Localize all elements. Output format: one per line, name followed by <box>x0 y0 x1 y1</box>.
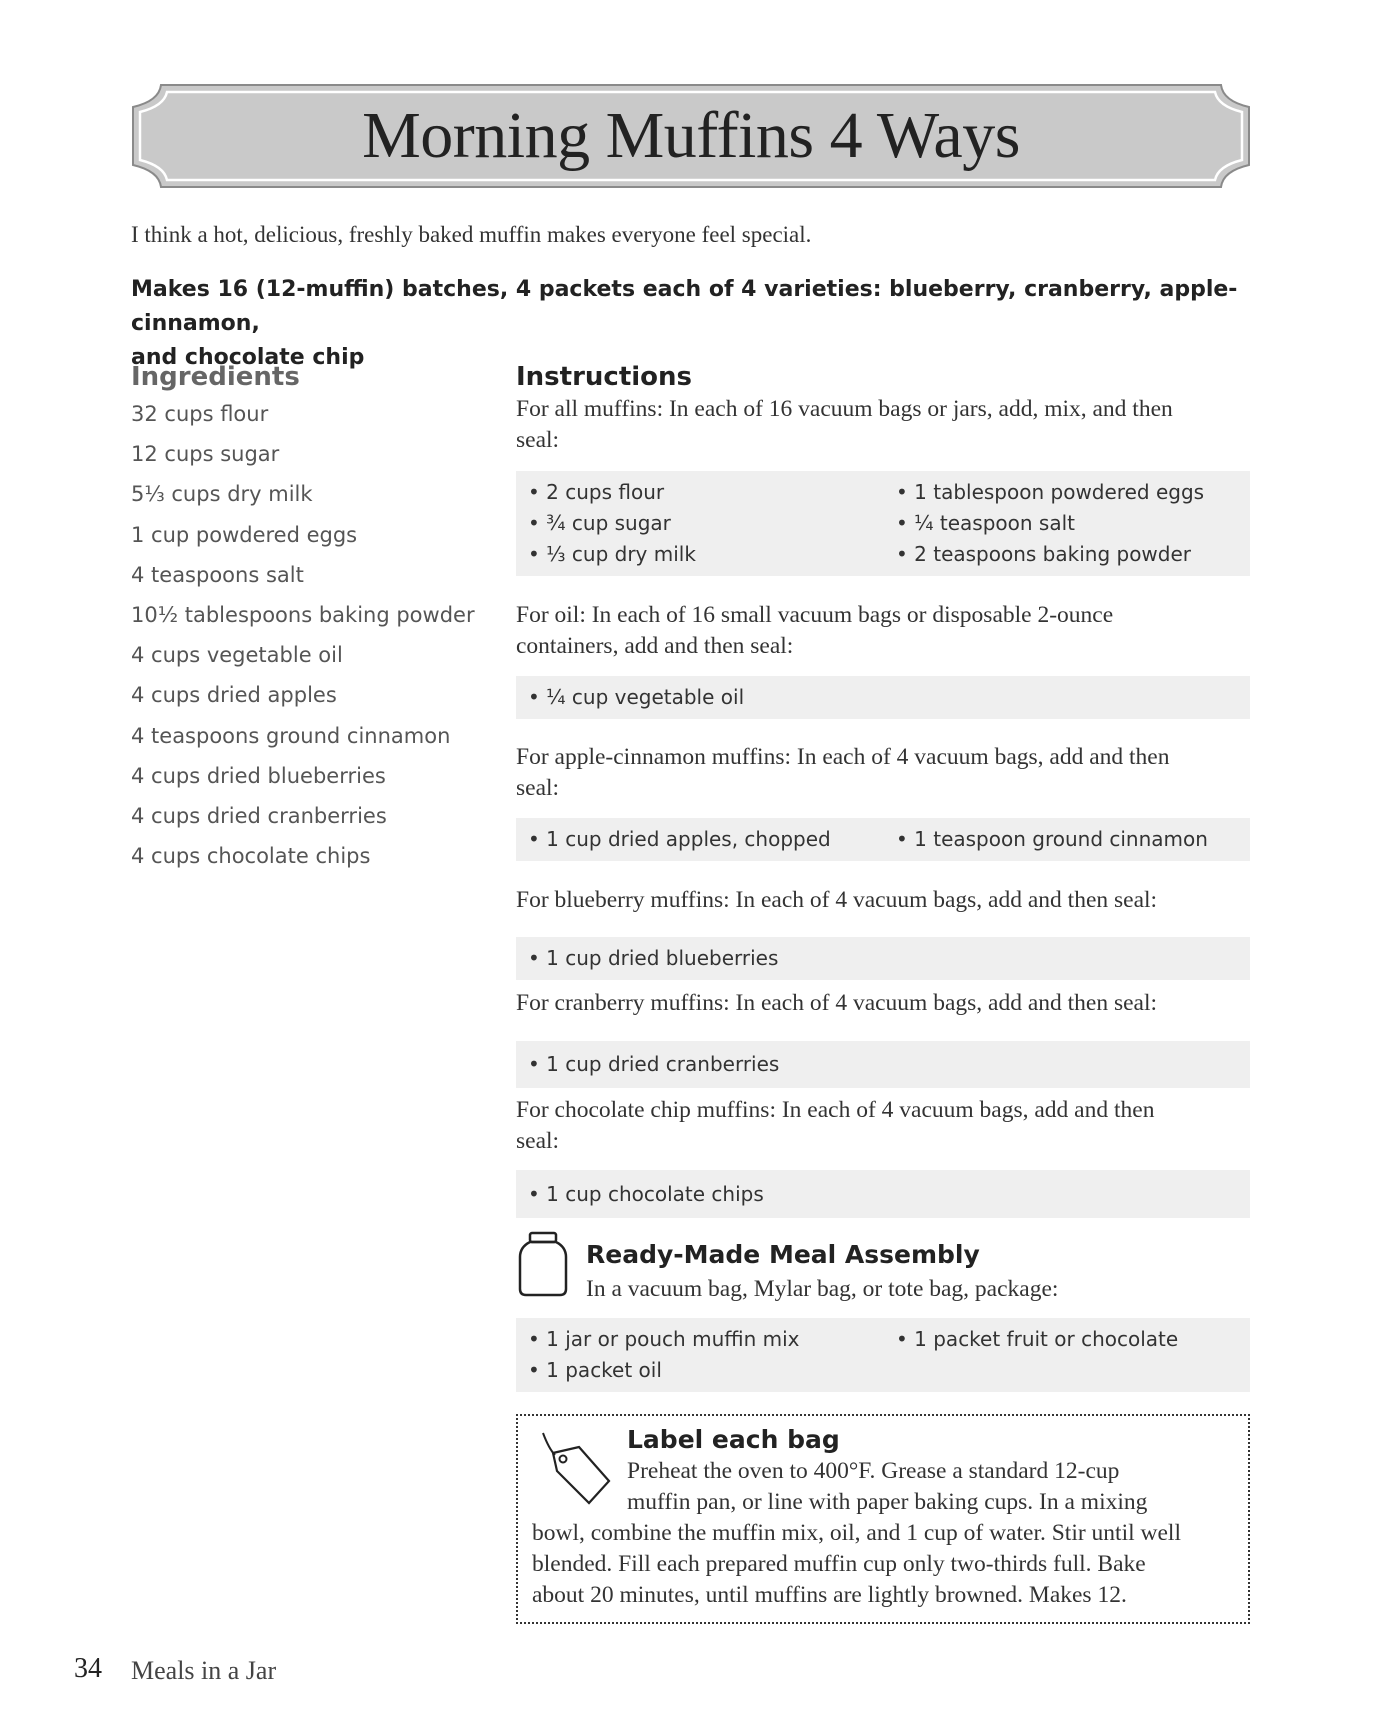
text-line: For oil: In each of 16 small vacuum bags or disposable 2-ounce <box>516 602 1114 628</box>
list-item: 4 cups dried blueberries <box>131 763 386 788</box>
blueberry-text: For blueberry muffins: In each of 4 vacuum bags, add and then seal: <box>516 887 1158 913</box>
list-item: 12 cups sugar <box>131 442 280 467</box>
label-line: muffin pan, or line with paper baking cups. In a mixing <box>627 1489 1148 1515</box>
apple-box <box>516 818 1250 861</box>
yield-line: Makes 16 (12-muffin) batches, 4 packets each of 4 varieties: blueberry, cranberry, apple-cinnamon, <box>131 277 1238 336</box>
list-item: • 1 tablespoon powdered eggs <box>896 480 1205 504</box>
list-item: 4 cups vegetable oil <box>131 643 343 668</box>
label-heading: Label each bag <box>627 1425 840 1454</box>
list-item: • 1 cup dried apples, chopped <box>528 827 831 851</box>
page-number: 34 <box>74 1653 102 1684</box>
chocolate-text <box>516 1095 1250 1157</box>
list-item: 1 cup powdered eggs <box>131 522 358 547</box>
jar-icon <box>516 1231 570 1297</box>
text-line: For apple-cinnamon muffins: In each of 4 vacuum bags, add and then <box>516 744 1170 770</box>
text-line: seal: <box>516 427 560 453</box>
chocolate-box <box>516 1170 1250 1218</box>
list-item: 10½ tablespoons baking powder <box>131 602 475 627</box>
text-line: seal: <box>516 775 560 801</box>
yield-line: and chocolate chip <box>131 345 365 370</box>
page-title: Morning Muffins 4 Ways <box>362 99 1020 172</box>
assembly-box <box>516 1318 1250 1392</box>
list-item: • ¼ cup vegetable oil <box>528 685 745 709</box>
text-line: seal: <box>516 1128 560 1154</box>
list-item: 4 teaspoons salt <box>131 562 304 587</box>
text-line: containers, add and then seal: <box>516 633 794 659</box>
intro-text: I think a hot, delicious, freshly baked muffin makes everyone feel special. <box>131 222 812 247</box>
list-item: • 1 jar or pouch muffin mix <box>528 1327 800 1351</box>
label-line: about 20 minutes, until muffins are lightly browned. Makes 12. <box>532 1582 1127 1608</box>
list-item: 5⅓ cups dry milk <box>131 482 313 507</box>
list-item: • ⅓ cup dry milk <box>528 542 696 566</box>
list-item: • ¾ cup sugar <box>528 511 671 535</box>
all-muffins-text <box>516 394 1250 456</box>
list-item: • 1 teaspoon ground cinnamon <box>896 827 1208 851</box>
list-item: • ¼ teaspoon salt <box>896 511 1075 535</box>
assembly-heading: Ready-Made Meal Assembly <box>586 1240 980 1269</box>
oil-text <box>516 600 1250 662</box>
instructions-heading: Instructions <box>516 362 693 392</box>
oil-box <box>516 676 1250 719</box>
list-item: • 1 cup dried cranberries <box>528 1052 780 1076</box>
list-item: 32 cups flour <box>131 402 269 426</box>
list-item: • 1 cup chocolate chips <box>528 1182 764 1206</box>
list-item: • 2 cups flour <box>528 480 665 504</box>
yield-text <box>131 273 1261 375</box>
tag-icon <box>539 1431 611 1505</box>
cranberry-text: For cranberry muffins: In each of 4 vacuum bags, add and then seal: <box>516 990 1158 1016</box>
apple-text <box>516 742 1250 804</box>
list-item: 4 cups dried cranberries <box>131 803 387 828</box>
title-banner <box>131 83 1251 189</box>
all-muffins-box <box>516 471 1250 576</box>
list-item: 4 cups chocolate chips <box>131 844 371 869</box>
list-item: • 2 teaspoons baking powder <box>896 542 1192 566</box>
list-item: • 1 cup dried blueberries <box>528 946 779 970</box>
assembly-text: In a vacuum bag, Mylar bag, or tote bag, package: <box>586 1276 1059 1302</box>
ingredients-list <box>131 398 475 880</box>
list-item: • 1 packet fruit or chocolate <box>896 1327 1179 1351</box>
ingredients-heading: Ingredients <box>131 362 300 392</box>
label-line: blended. Fill each prepared muffin cup only two-thirds full. Bake <box>532 1551 1146 1577</box>
text-line: For all muffins: In each of 16 vacuum bags or jars, add, mix, and then <box>516 396 1173 422</box>
label-line: Preheat the oven to 400°F. Grease a standard 12-cup <box>627 1458 1120 1484</box>
book-title: Meals in a Jar <box>131 1656 277 1685</box>
label-line: bowl, combine the muffin mix, oil, and 1 cup of water. Stir until well <box>532 1520 1181 1546</box>
blueberry-box <box>516 937 1250 980</box>
list-item: • 1 packet oil <box>528 1358 662 1382</box>
list-item: 4 cups dried apples <box>131 683 337 708</box>
list-item: 4 teaspoons ground cinnamon <box>131 723 451 748</box>
cranberry-box <box>516 1041 1250 1088</box>
text-line: For chocolate chip muffins: In each of 4 vacuum bags, add and then <box>516 1097 1155 1123</box>
